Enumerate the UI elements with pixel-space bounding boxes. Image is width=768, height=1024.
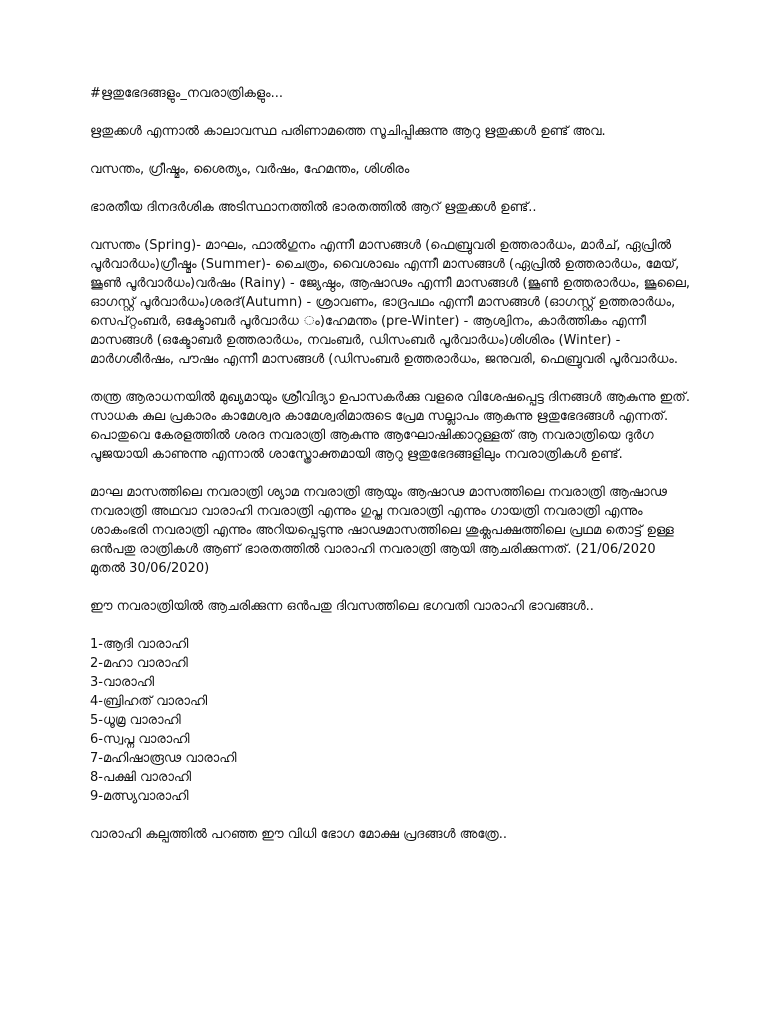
conclusion-paragraph: വാരാഹി കല്പത്തിൽ പറഞ്ഞ ഈ വിധി ഭോഗ മോക്ഷ പ്രദങ്ങൾ അത്രേ..	[90, 827, 507, 842]
list-item: 1-ആദി വാരാഹി	[90, 637, 189, 652]
seasons-list-paragraph: വസന്തം, ഗ്രീഷ്മം, ശൈത്യം, വർഷം, ഹേമന്തം, ശിശിരം	[90, 162, 410, 177]
list-item: 9-മത്സ്യവാരാഹി	[90, 789, 189, 804]
nine-days-intro-paragraph: ഈ നവരാത്രിയിൽ ആചരിക്കുന്ന ഒൻപതു ദിവസത്തിലെ ഭഗവതി വാരാഹി ഭാവങ്ങൾ..	[90, 599, 594, 614]
list-item: 2-മഹാ വാരാഹി	[90, 656, 188, 671]
calendar-intro-paragraph: ഭാരതീയ ദിനദർശിക അടിസ്ഥാനത്തിൽ ഭാരതത്തിൽ ആറ് ഋതുക്കൾ ഉണ്ട്..	[90, 200, 537, 215]
seasons-detail-paragraph: വസന്തം (Spring)- മാഘം, ഫാൽഗുനം എന്നീ മാസങ്ങൾ (ഫെബ്രുവരി ഉത്തരാർധം, മാർച്, ഏപ്രിൽ പൂർവാർധം)ഗ്രീഷ്മം (Summer)- ചൈത്രം, വൈശാഖം എന്നീ മാസങ്ങൾ (ഏപ്രിൽ ഉത്തരാർധം, മേയ്, ജൂൺ പൂർവാർധം)വർഷം (Rainy) - ജ്യേഷ്ഠം, ആഷാഢം എന്നീ മാസങ്ങൾ (ജൂൺ ഉത്തരാർധം, ജൂലൈ, ഓഗസ്റ്റ് പൂർവാർധം)ശരദ്(Autumn) - ശ്രാവണം, ഭാദ്രപഥം എന്നീ മാസങ്ങൾ (ഓഗസ്റ്റ് ഉത്തരാർധം, സെപ്റ്റംബർ, ഒക്ടോബർ പൂർവാർധ ം)ഹേമന്തം (pre-Winter) - ആശ്വിനം, കാർത്തികം എന്നീ മാസങ്ങൾ (ഒക്ടോബർ ഉത്തരാർധം, നവംബർ, ഡിസംബർ പൂർവാർധം)ശിശിരം (Winter) - മാർഗശീർഷം, പൗഷം എന്നീ മാസങ്ങൾ (ഡിസംബർ ഉത്തരാർധം, ജനുവരി, ഫെബ്രുവരി പൂർവാർധം.	[90, 238, 690, 367]
document-page	[90, 84, 690, 844]
varahi-forms-list	[90, 635, 690, 806]
document-title: #ഋതുഭേദങ്ങളും_നവരാത്രികളും...	[90, 86, 283, 101]
list-item: 3-വാരാഹി	[90, 675, 155, 690]
list-item: 5-ധൂമ്ര വാരാഹി	[90, 713, 181, 728]
list-item: 4-ബ്രിഹത് വാരാഹി	[90, 694, 208, 709]
list-item: 6-സ്വപ്ന വാരാഹി	[90, 732, 190, 747]
list-item: 8-പക്ഷി വാരാഹി	[90, 770, 192, 785]
tantra-paragraph: തന്ത്ര ആരാധനയിൽ മുഖ്യമായും ശ്രീവിദ്യാ ഉപാസകർക്കു വളരെ വിശേഷപ്പെട്ട ദിനങ്ങൾ ആകുന്നു ഇത്. സാധക കുല പ്രകാരം കാമേശ്വര കാമേശ്വരിമാരുടെ പ്രേമ സല്ലാപം ആകുന്നു ഋതുഭേദങ്ങൾ എന്നത്. പൊതുവെ കേരളത്തിൽ ശരദ നവരാത്രി ആകുന്നു ആഘോഷിക്കാറുള്ളത് ആ നവരാത്രിയെ ദുർഗ പൂജയായി കാണുന്നു എന്നാൽ ശാസ്ത്രോക്തമായി ആറു ഋതുഭേദങ്ങളിലും നവരാത്രികൾ ഉണ്ട്.	[90, 390, 690, 462]
magha-paragraph: മാഘ മാസത്തിലെ നവരാത്രി ശ്യാമ നവരാത്രി ആയും ആഷാഢ മാസത്തിലെ നവരാത്രി ആഷാഢ നവരാത്രി അഥവാ വാരാഹി നവരാത്രി എന്നും ഗുപ്ത നവരാത്രി എന്നും ഗായത്രി നവരാത്രി എന്നും ശാകംഭരി നവരാത്രി എന്നും അറിയപ്പെടുന്നു ഷാഢമാസത്തിലെ ശുക്ലപക്ഷത്തിലെ പ്രഥമ തൊട്ട് ഉള്ള ഒൻപതു രാത്രികൾ ആണ് ഭാരതത്തിൽ വാരാഹി നവരാത്രി ആയി ആചരിക്കുന്നത്. (21/06/2020 മുതൽ 30/06/2020)	[90, 485, 674, 576]
list-item: 7-മഹിഷാരൂഢ വാരാഹി	[90, 751, 237, 766]
intro-paragraph: ഋതുക്കൾ എന്നാൽ കാലാവസ്ഥ പരിണാമത്തെ സൂചിപ്പിക്കുന്നു ആറു ഋതുക്കൾ ഉണ്ട് അവ.	[90, 124, 606, 139]
